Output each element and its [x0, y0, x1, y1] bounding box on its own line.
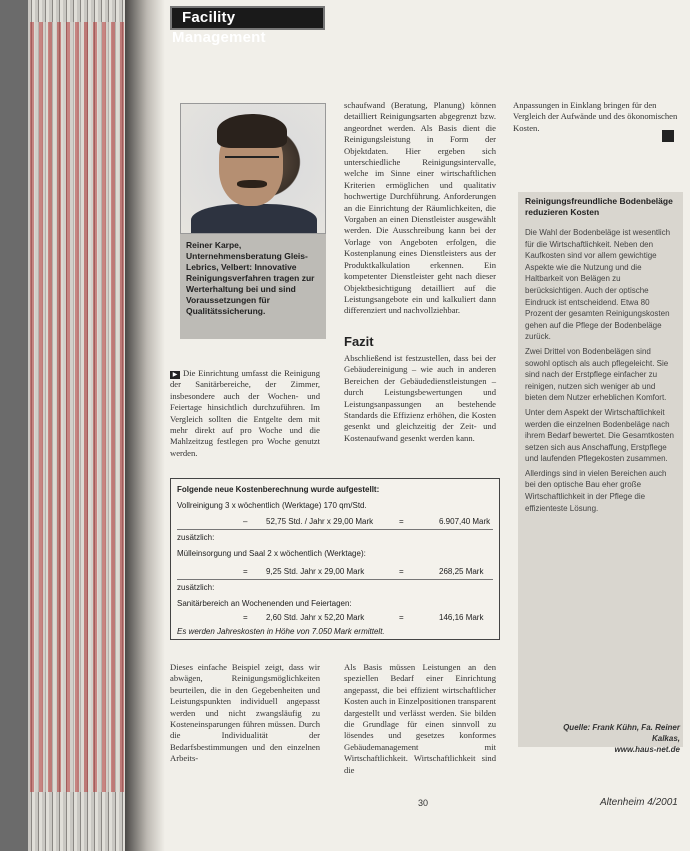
calc-row-equals: = [399, 567, 404, 576]
sidebar-paragraph: Zwei Drittel von Bodenbelägen sind sowohl optisch als auch pflegeleicht. Sie sind nach der Erstpflege einfacher zu reinigen, nutzen sich weniger ab und bieten dem Nutzer erheblichen Komfort. [525, 346, 669, 403]
article-column-middle [344, 100, 496, 317]
page-edge-marker [662, 130, 674, 142]
calc-row-formula: 52,75 Std. / Jahr x 29,00 Mark [266, 517, 374, 526]
calc-row-result: 268,25 Mark [439, 567, 484, 576]
column-left-text: Die Einrichtung umfasst die Reinigung der Sanitärbereiche, der Zimmer, insbesondere auch der Wochen- und Feiertage hinsichtlich durchzuführen. Im Vergleich sollten die Entgelte dem mit mehr direkt auf pro Woche und die Mahlzeitzug festlegen pro Woche genutzt werden. [170, 368, 320, 458]
portrait-photo [180, 103, 326, 234]
section-marker-icon: ▶ [170, 371, 180, 379]
calc-row-formula: 9,25 Std. Jahr x 29,00 Mark [266, 567, 365, 576]
calc-title: Folgende neue Kostenberechnung wurde aufgestellt: [177, 485, 380, 494]
calc-row-label: zusätzlich: [177, 533, 215, 542]
sidebar-paragraph: Unter dem Aspekt der Wirtschaftlichkeit werden die einzelnen Bodenbeläge nach ihrem Bedarf bewertet. Die Gesamtkosten setzen sich aus Anschaffung, Erstpflege und laufenden Pflegekosten zusammen. [525, 407, 674, 464]
sidebar-paragraph: Die Wahl der Bodenbeläge ist wesentlich für die Wirtschaftlichkeit. Neben den Kaufkosten sind vor allem gewichtige Aspekte wie die Nutzung und die Haltbarkeit von Belägen zu berücksichtigen. Auch der optische Eindruck ist entscheidend. Etwa 80 Prozent der gesamten Reinigungskosten gehen auf die Pflege der Bodenbeläge zurück. [525, 228, 671, 342]
calc-row-label: Mülleinsorgung und Saal 2 x wöchentlich (Werktage): [177, 549, 366, 558]
article-bottom-middle: Als Basis müssen Leistungen an den speziellen Bedarf einer Einrichtung angepasst, die bei effizient wirtschaftlicher Kosten auch in Einzelpositionen transparent dargestellt und verlässt werden. Sie bilden die Grundlage für einen sinnvoll zu lösendes und gesetzes konformes Gebäudemanagement mit Wirtschaftlichkeit. Wirtschaftlichkeit sind die [344, 662, 496, 775]
section-title: Facility Management [172, 9, 266, 46]
calc-row-label: zusätzlich: [177, 583, 215, 592]
sidebar-source-line: www.haus-net.de [614, 745, 680, 754]
sidebar-paragraph: Allerdings sind in vielen Bereichen auch bei den optische Bau eher große Wirtschaftlichkeit in der Pflege die effizienteste Lösung. [525, 468, 667, 513]
calc-row-equals: = [399, 517, 404, 526]
article-column-left [170, 368, 320, 459]
fazit-body: Abschließend ist festzustellen, dass bei der Gebäudereinigung – wie auch in anderen Bereichen der Gebäudedienstleistungen – durch Leistungsbewertungen und Leistungsanpassungen an bestehende Standards die Effizienz erhöhen, die Kosten gesenkt und gleichzeitig der Zeit- und Kostenaufwand gesenkt werden kann. [344, 353, 496, 443]
calc-row-label: Sanitärbereich an Wochenenden und Feiertagen: [177, 599, 352, 608]
calc-row-result: 6.907,40 Mark [439, 517, 491, 526]
calc-row-equals: = [399, 613, 404, 622]
section-header [170, 6, 325, 46]
book-tab-strip [30, 22, 125, 792]
calc-summary: Es werden Jahreskosten in Höhe von 7.050 Mark ermittelt. [177, 627, 385, 636]
sidebar-body [525, 227, 675, 517]
fazit-heading: Fazit [344, 334, 374, 349]
column-right-top-text: Anpassungen in Einklang bringen für den Vergleich der Aufwände und des ökonomischen Kosten. [513, 100, 678, 133]
page-number: 30 [418, 798, 429, 808]
article-bottom-left: Dieses einfache Beispiel zeigt, dass wir abwägen, Reinigungsmöglichkeiten beurteilen, die in den Gegebenheiten und Leistungspunkten individuell angepasst werden und nicht zwangsläufig zu Kosteneinsparungen führen müssen. Durch die Individualität der Bedarfsbestimmungen und den einzelnen Arbeits- [170, 662, 320, 764]
calc-row-formula: 2,60 Std. Jahr x 52,20 Mark [266, 613, 365, 622]
sidebar-source [540, 722, 680, 755]
sidebar-title: Reinigungsfreundliche Bodenbeläge reduzieren Kosten [525, 196, 673, 217]
calc-row-result: 146,16 Mark [439, 613, 484, 622]
column-middle-text: schaufwand (Beratung, Planung) können detailliert Reinigungsarten abgegrenzt bzw. angeordnet werden. Als Basis dient die Reinigungsleistung in Form der Objektdaten. Hier ergeben sich unterschiedliche Reinigungsintervalle, welche im Sinne einer wirtschaftlichen Kriterien ermöglichen und qualitativ hochwertige Durchführung. Anforderungen an die Einrichtung der Räumlichkeiten, die Vorgaben an einen Dienstleister ausgewählt werden. Die Ausschreibung kann bei der Vorlage von Angeboten erfolgen, die Kostenplanung eines Dienstleisters aus der Produktkalkulation erkennen. Ein kompetenter Dienstleister geht nach dieser Objektbesichtigung detailliert auf die Leistungsangebote ein und kalkuliert dann differenziert und nachvollziehbar. [344, 100, 496, 316]
magazine-issue: Altenheim 4/2001 [600, 797, 678, 808]
photo-caption: Reiner Karpe, Unternehmensberatung Gleis-Lebrics, Velbert: Innovative Reinigungsverfahren tragen zur Werterhaltung bei und sind Voraussetzungen für Qualitätssicherung. [180, 234, 326, 339]
sidebar-source-line: Quelle: Frank Kühn, Fa. Reiner Kalkas, [563, 723, 680, 743]
cost-calculation-box: Folgende neue Kostenberechnung wurde aufgestellt: Vollreinigung 3 x wöchentlich (Werktage) 170 qm/Std. – 52,75 Std. / Jahr x 29,00 Mark = 6.907,40 Mark zusätzlich: Mülleinsorgung und Saal 2 x wöchentlich (Werktage): = 9,25 Std. Jahr x 29,00 Mark = 268,25 Mark zusätzlich: Sanitärbereich an Wochenenden und Feiertagen: = 2,60 Std. Jahr x 52,20 Mark = 146,16 Mark Es werden Jahreskosten in Höhe von 7.050 Mark ermittelt. [170, 478, 500, 640]
book-gutter-shadow [125, 0, 165, 851]
calc-row-label: Vollreinigung 3 x wöchentlich (Werktage) 170 qm/Std. [177, 501, 367, 510]
